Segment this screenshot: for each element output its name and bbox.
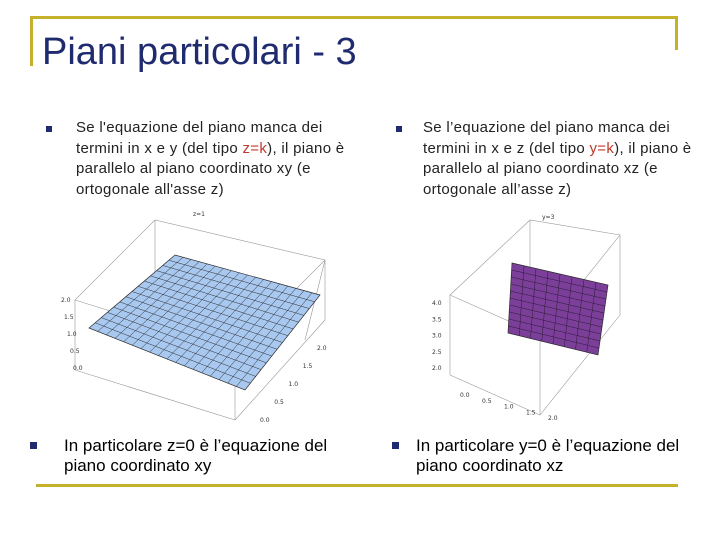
left-axis-tick-label: 0.0 [260, 417, 270, 424]
left-axis-tick-label: 2.0 [61, 297, 71, 304]
left-plot-svg [55, 200, 345, 425]
right-plot-y3 [420, 205, 630, 425]
right-axis-tick-label: 2.0 [432, 365, 442, 372]
decor-right-line [675, 16, 678, 50]
right-plot-title: y=3 [542, 214, 555, 221]
bullet-marker [396, 126, 402, 132]
right-axis-tick-label: 4.0 [432, 300, 442, 307]
left-axis-tick-label: 0.5 [274, 399, 284, 406]
left-paragraph-highlight: z=k [242, 139, 268, 157]
right-paragraph-highlight: y=k [589, 139, 615, 157]
left-axis-tick-label: 0.0 [73, 365, 83, 372]
left-axis-tick-label: 1.0 [67, 331, 77, 338]
right-paragraph-text: Se l’equazione del piano manca dei termini in x e z (del tipo [423, 119, 671, 157]
bullet-marker [392, 442, 399, 449]
left-axis-tick-label: 0.5 [70, 348, 80, 355]
decor-top-line [30, 16, 678, 19]
right-bottom-bullet: In particolare y=0 è l’equazione del piano coordinato xz [416, 436, 680, 475]
left-bottom-bullet: In particolare z=0 è l’equazione del piano coordinato xy [64, 436, 328, 475]
right-paragraph [423, 118, 708, 200]
bullet-marker [30, 442, 37, 449]
left-paragraph-text-end: ), il piano è parallelo al piano coordinato xy (e ortogonale all'asse z) [76, 139, 345, 198]
left-axis-tick-label: 2.0 [317, 345, 327, 352]
slide-title: Piani particolari - 3 [42, 31, 357, 73]
left-axis-tick-label: 1.5 [64, 314, 74, 321]
left-plot-z1 [55, 200, 345, 425]
right-axis-tick-label: 3.0 [432, 332, 442, 340]
right-axis-tick-label: 0.5 [482, 397, 492, 405]
left-paragraph-text: Se l'equazione del piano manca dei termini in x e y (del tipo [76, 119, 323, 157]
right-axis-tick-label: 2.0 [548, 415, 558, 422]
right-paragraph-text-end: ), il piano è parallelo al piano coordinato xz (e ortogonale all’asse z) [423, 139, 692, 198]
right-axis-tick-label: 3.5 [432, 316, 442, 324]
right-axis-tick-label: 2.5 [432, 348, 442, 356]
right-plot-svg [420, 205, 630, 425]
right-axis-tick-label: 1.5 [526, 409, 536, 417]
left-plot-title: z=1 [193, 211, 205, 218]
decor-left-line [30, 16, 33, 66]
left-axis-tick-label: 1.0 [288, 381, 299, 388]
right-axis-tick-label: 1.0 [504, 403, 514, 411]
right-axis-tick-label: 0.0 [460, 392, 470, 399]
left-paragraph [76, 118, 366, 200]
bullet-marker [46, 126, 52, 132]
left-axis-tick-label: 1.5 [302, 363, 313, 370]
decor-bottom-line [36, 484, 678, 487]
